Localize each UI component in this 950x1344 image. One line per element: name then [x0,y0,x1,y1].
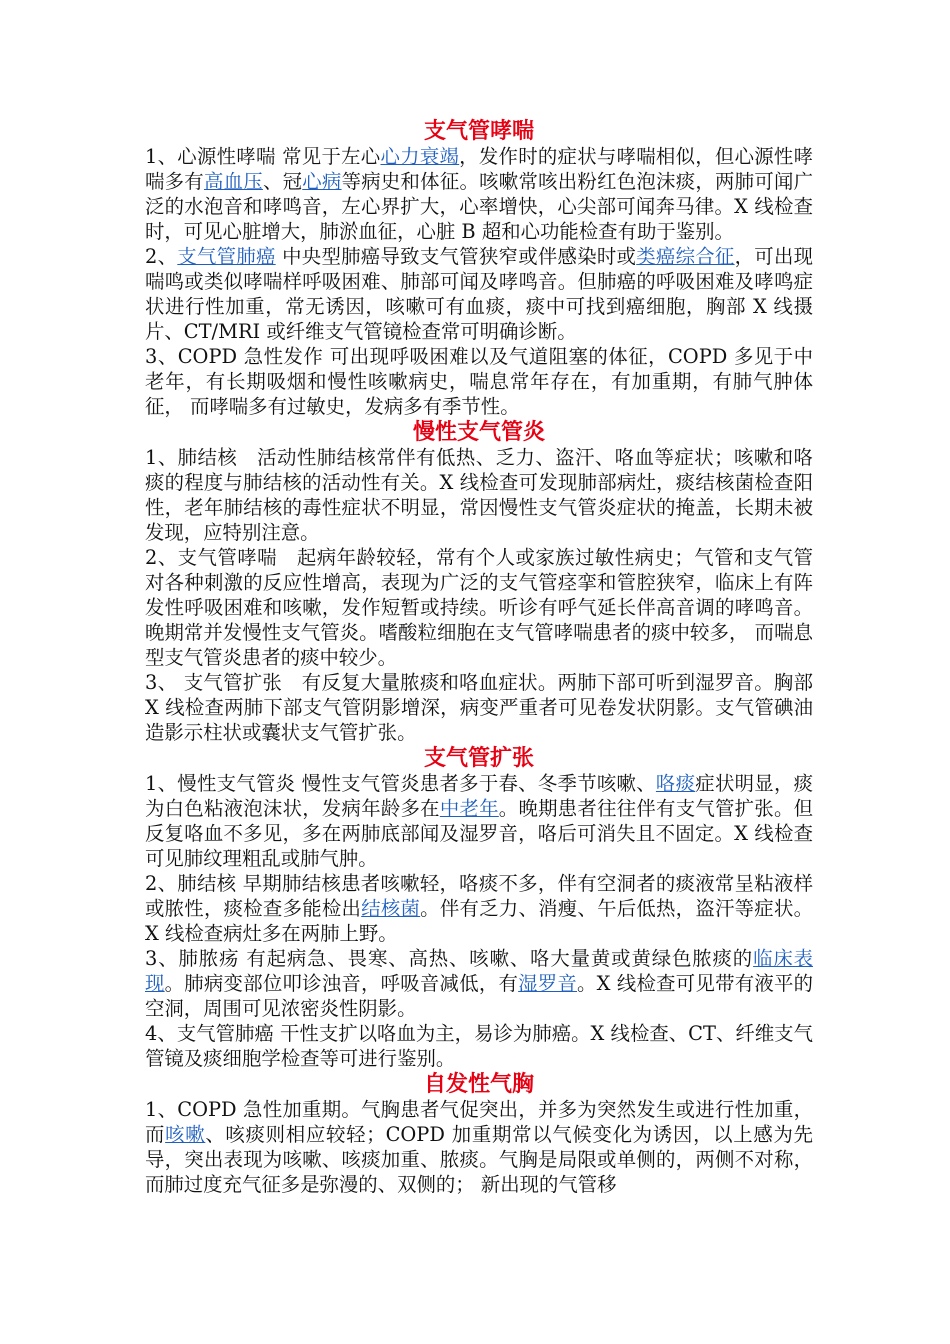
term-link[interactable]: 咳嗽 [165,1123,206,1146]
text-run: 1、慢性支气管炎 慢性支气管炎患者多于春、冬季节咳嗽、 [145,772,656,795]
text-run: 2、 [145,245,178,268]
term-link[interactable]: 心力衰竭 [380,145,460,168]
text-run: 1、肺结核 活动性肺结核常伴有低热、乏力、盗汗、咯血等症状；咳嗽和咯痰的程度与肺结核的活动性有关。X 线检查可发现肺部病灶，痰结核菌检查阳性，老年肺结核的毒性症状不明显，常因慢性支气管炎症状的掩盖，长期未被发现，应特别注意。 [145,446,813,544]
section-title: 慢性支气管炎 [412,419,545,445]
text-run: 1、心源性哮喘 常见于左心 [145,145,381,168]
term-link[interactable]: 湿罗音 [518,972,578,995]
text-run: 。伴有乏力、消瘦、午后低热，盗汗等症状。X 线检查病灶多在两肺上野。 [145,897,814,945]
text-run: 3、肺脓疡 有起病急、畏寒、高热、咳嗽、咯大量黄或黄绿色脓痰的 [145,947,754,970]
section-title: 支气管哮喘 [423,118,534,144]
paragraph [145,771,813,871]
text-run: 。X 线检查可见带有液平的空洞，周围可见浓密炎性阴影。 [145,972,814,1020]
paragraph [145,1097,813,1197]
text-run: 3、 支气管扩张 有反复大量脓痰和咯血症状。两肺下部可听到湿罗音。胸部 X 线检查两肺下部支气管阴影增深，病变严重者可见卷发状阴影。支气管碘油造影示柱状或囊状支气管扩张。 [145,671,813,744]
paragraph [145,244,813,344]
text-run: 2、支气管哮喘 起病年龄较轻，常有个人或家族过敏性病史；气管和支气管对各种刺激的反应性增高，表现为广泛的支气管痉挛和管腔狭窄，临床上有阵发性呼吸困难和咳嗽，发作短暂或持续。听诊有呼气延长伴高音调的哮鸣音。晚期常并发慢性支气管炎。嗜酸粒细胞在支气管哮喘患者的痰中较多， 而喘息型支气管炎患者的痰中较少。 [145,546,813,669]
paragraph [145,670,813,745]
text-run: 2、肺结核 早期肺结核患者咳嗽轻，咯痰不多，伴有空洞者的痰液常呈粘液样或脓性，痰检查多能检出 [145,872,813,920]
term-link[interactable]: 高血压 [203,170,263,193]
paragraph [145,871,813,946]
document-page [145,118,813,1197]
paragraph [145,445,813,545]
paragraph [145,1021,813,1071]
text-run: ，可出现喘鸣或类似哮喘样呼吸困难、肺部可闻及哮鸣音。但肺癌的呼吸困难及哮鸣症状进行性加重，常无诱因，咳嗽可有血痰，痰中可找到癌细胞，胸部 X 线摄片、CT/MRI 或纤维支气管镜检查常可明确诊断。 [145,245,814,343]
section-title: 支气管扩张 [423,745,534,771]
text-run: 症状明显，痰为白色粘液泡沫状，发病年龄多在 [145,772,814,820]
text-run: 、咳痰则相应较轻；COPD 加重期常以气候变化为诱因，以上感为先导，突出表现为咳嗽、咳痰加重、脓痰。气胸是局限或单侧的，两侧不对称，而肺过度充气征多是弥漫的、双侧的； 新出现的气管移 [145,1123,813,1196]
text-run: 中央型肺癌导致支气管狭窄或伴感染时或 [275,245,637,268]
paragraph [145,545,813,670]
text-run: 。肺病变部位叩诊浊音，呼吸音减低，有 [164,972,519,995]
term-link[interactable]: 类癌综合征 [636,245,735,268]
text-run: 、冠 [262,170,303,193]
term-link[interactable]: 临床表现 [145,947,814,995]
paragraph [145,946,813,1021]
term-link[interactable]: 中老年 [439,797,499,820]
text-run: 1、COPD 急性加重期。气胸患者气促突出，并多为突然发生或进行性加重，而 [145,1098,813,1146]
text-run: 4、支气管肺癌 干性支扩以咯血为主，易诊为肺癌。X 线检查、CT、纤维支气管镜及痰细胞学检查等可进行鉴别。 [145,1022,813,1070]
term-link[interactable]: 心病 [302,170,342,193]
text-run: ，发作时的症状与哮喘相似，但心源性哮喘多有 [145,145,813,193]
term-link[interactable]: 咯痰 [655,772,696,795]
text-run: 。晚期患者往往伴有支气管扩张。但反复咯血不多见，多在两肺底部闻及湿罗音，咯后可消失且不固定。X 线检查可见肺纹理粗乱或肺气肿。 [145,797,814,870]
paragraph [145,344,813,419]
text-run: 等病史和体征。咳嗽常咳出粉红色泡沫痰，两肺可闻广泛的水泡音和哮鸣音，左心界扩大，心率增快，心尖部可闻奔马律。X 线检查时，可见心脏增大，肺淤血征，心脏 B 超和心功能检查有助于鉴别。 [145,170,814,243]
term-link[interactable]: 支气管肺癌 [177,245,276,268]
paragraph [145,144,813,244]
term-link[interactable]: 结核菌 [361,897,421,920]
section-title: 自发性气胸 [423,1071,534,1097]
text-run: 3、COPD 急性发作 可出现呼吸困难以及气道阻塞的体征，COPD 多见于中老年，有长期吸烟和慢性咳嗽病史，喘息常年存在，有加重期，有肺气肿体征， 而哮喘多有过敏史，发病多有季节性。 [145,345,813,418]
